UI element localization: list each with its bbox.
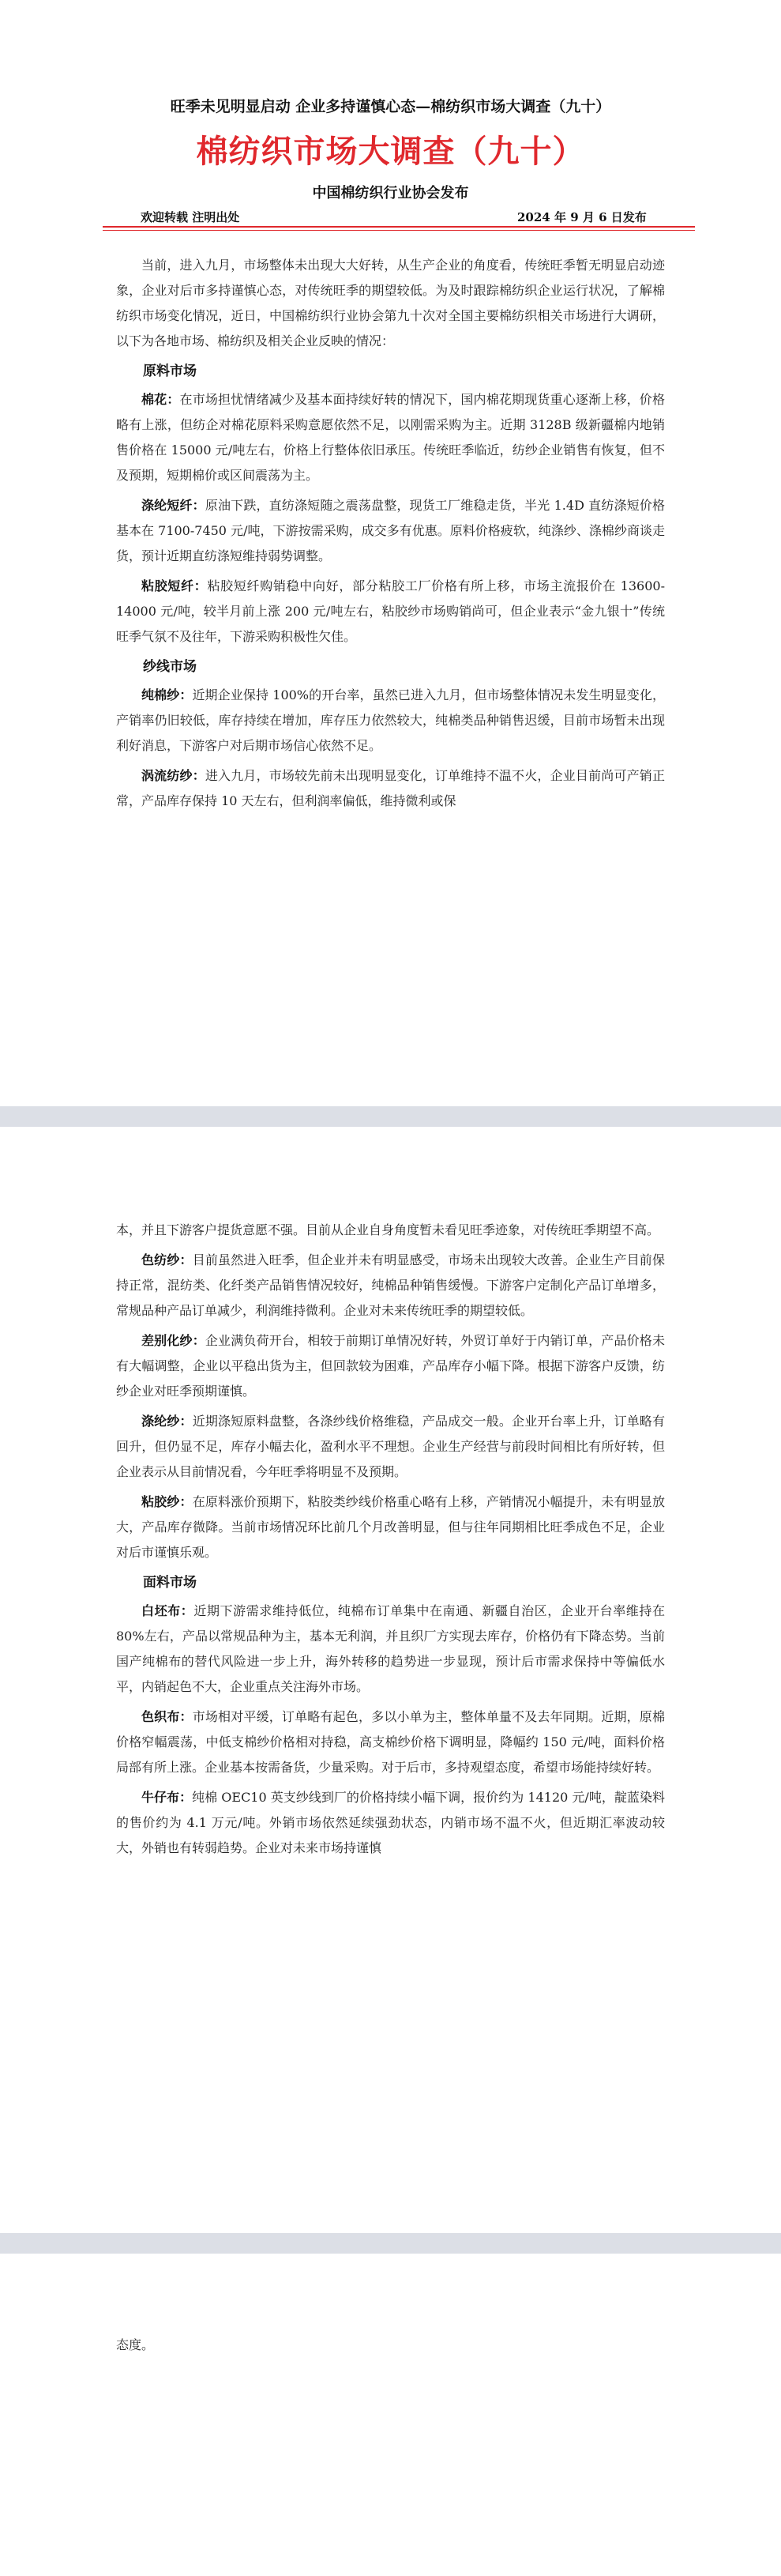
label-dyed: 色织布： [141,1709,193,1724]
label-vortex: 涡流纺纱： [141,768,205,783]
page-2-body [116,1218,665,1866]
paragraph-grey [116,1599,665,1700]
page-1-body [116,253,665,819]
label-cotton: 棉花： [141,392,180,407]
paragraph-denim-continued: 态度。 [116,2337,155,2352]
publish-date: 2024 年 9 月 6 日发布 [517,210,647,224]
label-pure-cotton: 纯棉纱： [141,687,193,702]
paragraph-polyester [116,493,665,569]
paragraph-denim [116,1785,665,1861]
label-viscose-yarn: 粘胶纱： [141,1494,193,1509]
section-heading-fabric: 面料市场 [143,1575,197,1591]
label-grey: 白坯布： [141,1603,194,1618]
paragraph-cotton [116,387,665,488]
label-viscose: 粘胶短纤： [141,578,208,593]
text-vortex-part1: 进入九月，市场较先前未出现明显变化，订单维持不温不火，企业目前尚可产销正常，产品库存保持 10 天左右，但利润率偏低，维持微利或保 [116,768,665,808]
section-heading-raw: 原料市场 [143,363,197,379]
paragraph-dyed [116,1704,665,1780]
header-divider [103,226,695,228]
paragraph-viscose [116,574,665,650]
text-denim: 纯棉 OEC10 英支纱线到厂的价格持续小幅下调，报价约为 14120 元/吨，靛蓝染料的售价约为 4.1 万元/吨。外销市场依然延续强劲状态，内销市场不温不火，但近期汇率波动较大，外销也有转弱趋势。企业对未来市场持谨慎 [116,1790,665,1855]
document-subtitle: 旺季未见明显启动 企业多持谨慎心态—棉纺织市场大调查（九十） [170,98,611,115]
publisher: 中国棉纺织行业协会发布 [312,185,469,201]
label-differentiated: 差别化纱： [141,1333,205,1348]
text-polyester: 原油下跌，直纺涤短随之震荡盘整，现货工厂维稳走货，半光 1.4D 直纺涤短价格基本在 7100-7450 元/吨，下游按需采购，成交多有优惠。原料价格疲软，纯涤纱、涤棉纱商谈走货，预计近期直纺涤短维持弱势调整。 [116,498,665,563]
label-polyester: 涤纶短纤： [141,498,205,513]
text-differentiated: 企业满负荷开台，相较于前期订单情况好转，外贸订单好于内销订单，产品价格未有大幅调整，企业以平稳出货为主，但回款较为困难，产品库存小幅下降。根据下游客户反馈，纺纱企业对旺季预期谨慎。 [116,1333,665,1399]
text-cotton: 在市场担忧情绪减少及基本面持续好转的情况下，国内棉花期现货重心逐渐上移，价格略有上涨，但纺企对棉花原料采购意愿依然不足，以刚需采购为主。近期 3128B 级新疆棉内地销售价格在 15000 元/吨左右，价格上行整体依旧承压。传统旺季临近，纺纱企业销售有恢复，但不及预期，短期棉价或区间震荡为主。 [116,392,665,483]
text-color: 目前虽然进入旺季，但企业并未有明显感受，市场未出现较大改善。企业生产目前保持正常，混纺类、化纤类产品销售情况较好，纯棉品种销售缓慢。下游客户定制化产品订单增多，常规品种产品订单减少，利润维持微利。企业对未来传统旺季的期望较低。 [116,1252,665,1318]
section-heading-yarn: 纱线市场 [143,659,197,675]
text-tc: 近期涤短原料盘整，各涤纱线价格维稳，产品成交一般。企业开台率上升，订单略有回升，但仍显不足，库存小幅去化，盈利水平不理想。企业生产经营与前段时间相比有所好转，但企业表示从目前情况看，今年旺季将明显不及预期。 [116,1414,665,1479]
text-viscose-yarn: 在原料涨价预期下，粘胶类纱线价格重心略有上移，产销情况小幅提升，未有明显放大，产品库存微降。当前市场情况环比前几个月改善明显，但与往年同期相比旺季成色不足，企业对后市谨慎乐观。 [116,1494,665,1560]
paragraph-vortex-continued: 本，并且下游客户提货意愿不强。目前从企业自身角度暂未看见旺季迹象，对传统旺季期望不高。 [116,1222,660,1237]
page-3-body [116,2333,665,2363]
paragraph-differentiated [116,1328,665,1404]
reprint-notice: 欢迎转载 注明出处 [141,210,240,224]
text-dyed: 市场相对平缓，订单略有起色，多以小单为主，整体单量不及去年同期。近期，原棉价格窄幅震荡，中低支棉纱价格相对持稳，高支棉纱价格下调明显，降幅约 150 元/吨，面料价格局部有所上涨。企业基本按需备货，少量采购。对于后市，多持观望态度，希望市场能持续好转。 [116,1709,665,1775]
text-viscose: 粘胶短纤购销稳中向好，部分粘胶工厂价格有所上移，市场主流报价在 13600-14000 元/吨，较半月前上涨 200 元/吨左右，粘胶纱市场购销尚可，但企业表示“金九银十”传统旺季气氛不及往年，下游采购积极性欠佳。 [116,578,665,644]
label-tc: 涤纶纱： [141,1414,193,1429]
intro-paragraph: 当前，进入九月，市场整体未出现大大好转，从生产企业的角度看，传统旺季暂无明显启动迹象，企业对后市多持谨慎心态，对传统旺季的期望较低。为及时跟踪棉纺织企业运行状况，了解棉纺织市场变化情况，近日，中国棉纺织行业协会第九十次对全国主要棉纺织相关市场进行大调研，以下为各地市场、棉纺织及相关企业反映的情况： [116,258,665,348]
paragraph-vortex [116,763,665,814]
document-page-3 [0,2254,781,2576]
paragraph-pure-cotton [116,683,665,759]
paragraph-tc [116,1409,665,1485]
text-pure-cotton: 近期企业保持 100%的开台率，虽然已进入九月，但市场整体情况未发生明显变化，产销率仍旧较低，库存持续在增加，库存压力依然较大，纯棉类品种销售迟缓，目前市场暂未出现利好消息，下游客户对后期市场信心依然不足。 [116,687,665,753]
label-color: 色纺纱： [141,1252,193,1267]
text-grey: 近期下游需求维持低位，纯棉布订单集中在南通、新疆自治区，企业开台率维持在 80%左右，产品以常规品种为主，基本无利润，并且织厂方实现去库存，价格仍有下降态势。当前国产纯棉布的替代风险进一步上升，海外转移的趋势进一步显现，预计后市需求保持中等偏低水平，内销起色不大，企业重点关注海外市场。 [116,1603,665,1694]
header-divider-thin [103,230,695,231]
document-title: 棉纺织市场大调查（九十） [196,133,585,170]
label-denim: 牛仔布： [141,1790,193,1805]
paragraph-color [116,1248,665,1324]
document-page-2 [0,1127,781,2233]
paragraph-viscose-yarn [116,1489,665,1565]
document-page-1 [0,0,781,1106]
